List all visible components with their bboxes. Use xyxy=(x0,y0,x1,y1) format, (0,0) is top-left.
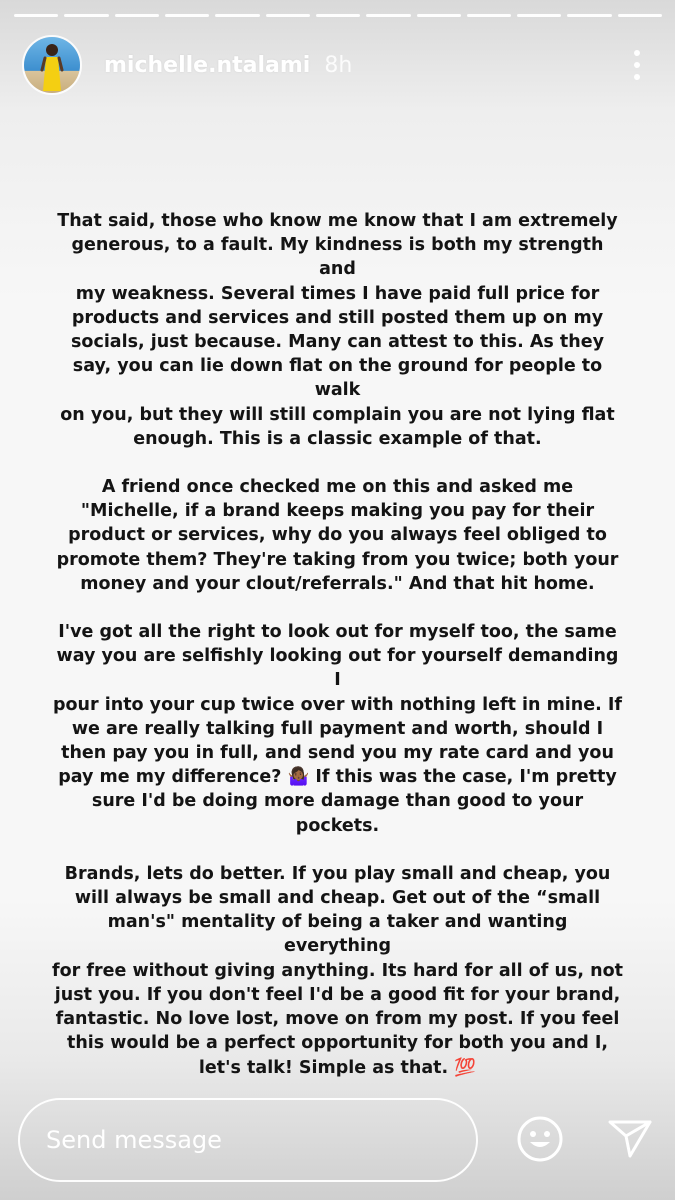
progress-segment xyxy=(165,14,209,17)
progress-segment xyxy=(366,14,410,17)
progress-segment xyxy=(14,14,58,17)
username[interactable]: michelle.ntalami xyxy=(104,52,311,78)
story-progress-bar xyxy=(14,14,662,17)
avatar[interactable] xyxy=(22,35,82,95)
story-paragraph: Brands, lets do better. If you play small and cheap, you will always be small and cheap. Get out of the “small man's" mentality of being a taker and wanting everything for free without giving anything. Its hard for all of us, not just you. If you don't feel I'd be a good fit for your brand, fantastic. No love lost, move on from my post. If you feel this would be a perfect opportunity for both you and I, let's talk! Simple as that. 💯 xyxy=(52,863,623,1078)
send-message-input[interactable] xyxy=(18,1098,478,1182)
story-text-block xyxy=(52,209,623,1104)
paper-plane-icon[interactable] xyxy=(606,1116,654,1162)
progress-segment xyxy=(517,14,561,17)
progress-segment xyxy=(316,14,360,17)
progress-segment xyxy=(417,14,461,17)
progress-segment xyxy=(618,14,662,17)
progress-segment xyxy=(215,14,259,17)
story-paragraph: A friend once checked me on this and asked me "Michelle, if a brand keeps making you pay for their product or services, why do you always feel obliged to promote them? They're taking from you twice; both your money and your clout/referrals." And that hit home. xyxy=(56,477,619,594)
reply-bar xyxy=(18,1096,657,1184)
progress-segment xyxy=(266,14,310,17)
story-paragraph: That said, those who know me know that I am extremely generous, to a fault. My kindness is both my strength and my weakness. Several times I have paid full price for products and services and still posted them up on my socials, just because. Many can attest to this. As they say, you can lie down flat on the ground for people to walk on you, but they will still complain you are not lying flat enough. This is a classic example of that. xyxy=(57,211,618,449)
avatar-photo xyxy=(24,37,80,93)
progress-segment xyxy=(115,14,159,17)
progress-segment xyxy=(567,14,611,17)
progress-segment xyxy=(467,14,511,17)
story-header xyxy=(22,34,649,96)
more-vertical-icon[interactable] xyxy=(625,45,649,85)
story-paragraph: I've got all the right to look out for myself too, the same way you are selfishly looking out for yourself demanding I pour into your cup twice over with nothing left in mine. If we are really talking full payment and worth, should I then pay you in full, and send you my rate card and you pay me my difference? 🤷🏾‍♀️ If this was the case, I'm pretty sure I'd be doing more damage than good to your pockets. xyxy=(53,622,622,836)
progress-segment xyxy=(64,14,108,17)
post-time: 8h xyxy=(324,52,353,78)
smiley-icon[interactable] xyxy=(515,1114,565,1164)
